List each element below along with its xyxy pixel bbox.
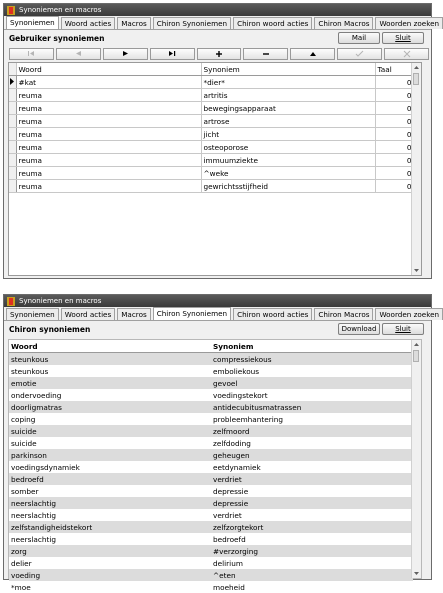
cell-woord[interactable]: reuma — [16, 102, 201, 115]
cell-woord[interactable]: suicide — [9, 437, 211, 449]
table-row[interactable] — [9, 569, 413, 581]
scroll-thumb[interactable] — [413, 350, 419, 362]
table-row[interactable] — [9, 437, 413, 449]
table-row[interactable] — [9, 102, 414, 115]
tab-chiron-macros[interactable]: Chiron Macros — [314, 17, 373, 29]
table-row[interactable] — [9, 449, 413, 461]
cell-synoniem[interactable]: *dier* — [201, 76, 375, 89]
cell-synoniem[interactable]: ^weke — [201, 167, 375, 180]
table-row[interactable] — [9, 353, 413, 366]
cell-synoniem[interactable]: artritis — [201, 89, 375, 102]
cell-synoniem[interactable]: depressie — [211, 485, 413, 497]
table-row[interactable] — [9, 180, 414, 193]
tab-macros[interactable]: Macros — [117, 308, 151, 320]
row-indicator — [9, 180, 16, 193]
table-row[interactable] — [9, 167, 414, 180]
next-record-icon — [123, 51, 128, 56]
tab-strip — [4, 16, 440, 30]
cell-woord[interactable]: emotie — [9, 377, 211, 389]
navigator-toolbar — [4, 46, 431, 61]
tab-woorden-zoeken[interactable]: Woorden zoeken — [375, 308, 443, 320]
chiron-synonyms-table — [9, 340, 413, 593]
cell-taal[interactable]: 0 — [375, 89, 414, 102]
triangle-up-icon — [310, 52, 316, 56]
row-indicator — [9, 115, 16, 128]
cell-synoniem[interactable]: #verzorging — [211, 545, 413, 557]
tab-woord-acties[interactable]: Woord acties — [61, 308, 116, 320]
table-row[interactable] — [9, 76, 414, 89]
row-indicator — [9, 154, 16, 167]
cell-taal[interactable]: 0 — [375, 154, 414, 167]
cell-woord[interactable]: steunkous — [9, 353, 211, 366]
cell-synoniem[interactable]: bedroefd — [211, 533, 413, 545]
column-header-synoniem[interactable]: Synoniem — [211, 340, 413, 353]
cell-woord[interactable]: reuma — [16, 89, 201, 102]
vertical-scrollbar[interactable] — [411, 340, 421, 578]
row-indicator — [9, 128, 16, 141]
cell-synoniem[interactable]: artrose — [201, 115, 375, 128]
cell-woord[interactable]: zorg — [9, 545, 211, 557]
tab-synoniemen[interactable]: Synoniemen — [6, 308, 59, 320]
user-synonyms-table — [9, 63, 415, 193]
cell-woord[interactable]: coping — [9, 413, 211, 425]
download-button[interactable]: Download — [338, 323, 380, 335]
panel-header — [4, 321, 431, 337]
edit-record-button[interactable] — [290, 48, 335, 60]
table-row[interactable] — [9, 533, 413, 545]
cell-taal[interactable]: 0 — [375, 76, 414, 89]
chiron-synonyms-grid[interactable] — [8, 339, 422, 592]
tab-chiron-woord-acties[interactable]: Chiron woord acties — [233, 308, 312, 320]
plus-icon — [216, 51, 222, 57]
cell-woord[interactable]: #kat — [16, 76, 201, 89]
cell-woord[interactable]: neerslachtig — [9, 533, 211, 545]
vertical-scrollbar[interactable] — [411, 63, 421, 275]
cell-woord[interactable]: reuma — [16, 115, 201, 128]
table-row[interactable] — [9, 425, 413, 437]
cell-synoniem[interactable]: eetdynamiek — [211, 461, 413, 473]
cell-woord[interactable]: steunkous — [9, 365, 211, 377]
cell-woord[interactable]: neerslachtig — [9, 497, 211, 509]
row-indicator — [9, 167, 16, 180]
table-row[interactable] — [9, 413, 413, 425]
cell-synoniem[interactable]: antidecubitusmatrassen — [211, 401, 413, 413]
cell-woord[interactable]: *moe — [9, 581, 211, 593]
table-row[interactable] — [9, 509, 413, 521]
cancel-record-button[interactable] — [384, 48, 429, 60]
tab-woorden-zoeken[interactable]: Woorden zoeken — [375, 17, 443, 29]
cell-synoniem[interactable]: voedingstekort — [211, 389, 413, 401]
cell-taal[interactable]: 0 — [375, 141, 414, 154]
synonyms-window-user — [3, 3, 440, 279]
cell-synoniem[interactable]: bewegingsapparaat — [201, 102, 375, 115]
cell-woord[interactable]: suicide — [9, 425, 211, 437]
post-record-button[interactable] — [337, 48, 382, 60]
row-indicator — [9, 141, 16, 154]
window-title: Synoniemen en macros — [19, 297, 102, 305]
app-icon — [7, 6, 15, 15]
tab-strip — [4, 307, 440, 321]
table-row[interactable] — [9, 115, 414, 128]
user-synonyms-grid[interactable] — [8, 62, 422, 276]
last-record-button[interactable] — [150, 48, 195, 60]
cell-woord[interactable]: reuma — [16, 180, 201, 193]
tab-woord-acties[interactable]: Woord acties — [61, 17, 116, 29]
cell-synoniem[interactable]: delirium — [211, 557, 413, 569]
tab-macros[interactable]: Macros — [117, 17, 151, 29]
tab-chiron-synoniemen[interactable]: Chiron Synoniemen — [153, 307, 231, 320]
column-header-woord[interactable]: Woord — [16, 63, 201, 76]
cell-synoniem[interactable]: zelfdoding — [211, 437, 413, 449]
insert-record-button[interactable] — [197, 48, 242, 60]
cell-woord[interactable]: neerslachtig — [9, 509, 211, 521]
prior-record-icon — [76, 51, 81, 56]
row-indicator — [9, 76, 16, 89]
close-button[interactable]: Sluit — [382, 323, 424, 335]
table-row[interactable] — [9, 89, 414, 102]
current-row-arrow-icon — [9, 78, 15, 87]
column-header-synoniem[interactable]: Synoniem — [201, 63, 375, 76]
cell-synoniem[interactable]: immuumziekte — [201, 154, 375, 167]
cell-woord[interactable]: zelfstandigheidstekort — [9, 521, 211, 533]
cell-woord[interactable]: reuma — [16, 154, 201, 167]
cell-synoniem[interactable]: ^eten — [211, 569, 413, 581]
cell-synoniem[interactable]: moeheid — [211, 581, 413, 593]
cell-woord[interactable]: ondervoeding — [9, 389, 211, 401]
scroll-up-icon[interactable] — [412, 340, 421, 349]
tab-synoniemen[interactable]: Synoniemen — [6, 16, 59, 29]
title-bar — [4, 4, 431, 16]
panel-header — [4, 30, 431, 46]
table-row[interactable] — [9, 581, 413, 593]
table-row[interactable] — [9, 154, 414, 167]
cell-synoniem[interactable]: zelfmoord — [211, 425, 413, 437]
cell-woord[interactable]: reuma — [16, 141, 201, 154]
cell-woord[interactable]: doorligmatras — [9, 401, 211, 413]
cell-synoniem[interactable]: gevoel — [211, 377, 413, 389]
cell-taal[interactable]: 0 — [375, 180, 414, 193]
cell-synoniem[interactable]: jicht — [201, 128, 375, 141]
table-row[interactable] — [9, 545, 413, 557]
next-record-button[interactable] — [103, 48, 148, 60]
table-row[interactable] — [9, 401, 413, 413]
cell-woord[interactable]: somber — [9, 485, 211, 497]
scroll-up-icon[interactable] — [412, 63, 421, 72]
close-button[interactable]: Sluit — [382, 32, 424, 44]
page-title: Chiron synoniemen — [9, 324, 91, 334]
cell-synoniem[interactable]: osteoporose — [201, 141, 375, 154]
cell-taal[interactable]: 0 — [375, 102, 414, 115]
table-row[interactable] — [9, 473, 413, 485]
cell-woord[interactable]: reuma — [16, 128, 201, 141]
table-row[interactable] — [9, 128, 414, 141]
first-record-icon — [28, 51, 35, 56]
cell-woord[interactable]: voeding — [9, 569, 211, 581]
row-indicator — [9, 102, 16, 115]
tab-chiron-macros[interactable]: Chiron Macros — [314, 308, 373, 320]
table-row[interactable] — [9, 461, 413, 473]
table-row[interactable] — [9, 485, 413, 497]
cell-taal[interactable]: 0 — [375, 167, 414, 180]
title-bar — [4, 295, 431, 307]
mail-button[interactable]: Mail — [338, 32, 380, 44]
check-icon — [356, 51, 363, 56]
table-row[interactable] — [9, 389, 413, 401]
tab-chiron-woord-acties[interactable]: Chiron woord acties — [233, 17, 312, 29]
row-indicator-header — [9, 63, 16, 76]
row-indicator — [9, 89, 16, 102]
scroll-down-icon[interactable] — [412, 569, 421, 578]
app-icon — [7, 297, 15, 306]
cross-icon — [404, 51, 410, 57]
delete-record-button[interactable] — [243, 48, 288, 60]
minus-icon — [263, 51, 269, 57]
cell-synoniem[interactable]: gewrichtsstijfheid — [201, 180, 375, 193]
cell-woord[interactable]: bedroefd — [9, 473, 211, 485]
prior-record-button[interactable] — [56, 48, 101, 60]
last-record-icon — [169, 51, 176, 56]
table-row[interactable] — [9, 497, 413, 509]
cell-synoniem[interactable]: depressie — [211, 497, 413, 509]
first-record-button[interactable] — [9, 48, 54, 60]
cell-taal[interactable]: 0 — [375, 115, 414, 128]
table-row[interactable] — [9, 557, 413, 569]
cell-synoniem[interactable]: verdriet — [211, 509, 413, 521]
cell-synoniem[interactable]: zelfzorgtekort — [211, 521, 413, 533]
column-header-taal[interactable]: Taal — [375, 63, 414, 76]
cell-synoniem[interactable]: geheugen — [211, 449, 413, 461]
cell-taal[interactable]: 0 — [375, 128, 414, 141]
column-header-woord[interactable]: Woord — [9, 340, 211, 353]
table-row[interactable] — [9, 377, 413, 389]
table-header-row — [9, 340, 413, 353]
synonyms-window-chiron — [3, 294, 440, 592]
cell-synoniem[interactable]: probleemhantering — [211, 413, 413, 425]
tab-chiron-synoniemen[interactable]: Chiron Synoniemen — [153, 17, 231, 29]
window-title: Synoniemen en macros — [19, 6, 102, 14]
cell-synoniem[interactable]: emboliekous — [211, 365, 413, 377]
cell-synoniem[interactable]: compressiekous — [211, 353, 413, 366]
table-row[interactable] — [9, 521, 413, 533]
table-row[interactable] — [9, 141, 414, 154]
scroll-down-icon[interactable] — [412, 266, 421, 275]
scroll-thumb[interactable] — [413, 73, 419, 85]
table-row[interactable] — [9, 365, 413, 377]
table-header-row — [9, 63, 414, 76]
cell-synoniem[interactable]: verdriet — [211, 473, 413, 485]
cell-woord[interactable]: parkinson — [9, 449, 211, 461]
page-title: Gebruiker synoniemen — [9, 33, 105, 43]
cell-woord[interactable]: reuma — [16, 167, 201, 180]
cell-woord[interactable]: delier — [9, 557, 211, 569]
cell-woord[interactable]: voedingsdynamiek — [9, 461, 211, 473]
